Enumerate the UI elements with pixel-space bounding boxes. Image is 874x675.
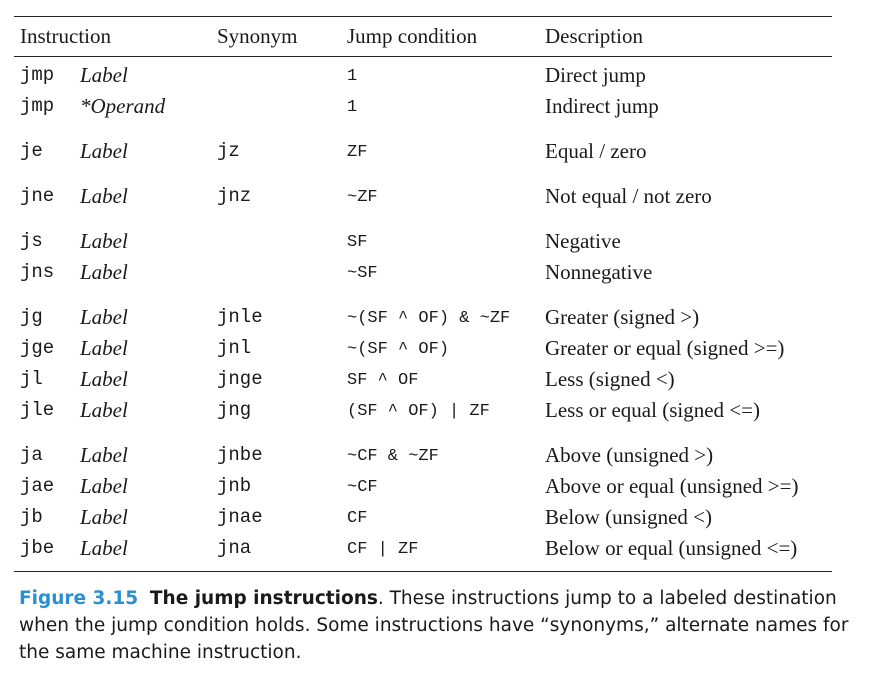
instruction-opcode: jl	[20, 368, 43, 390]
table-top-rule	[14, 16, 832, 17]
synonym-cell: jnae	[217, 506, 263, 528]
instruction-opcode: jmp	[20, 95, 55, 117]
description-cell: Greater (signed >)	[545, 305, 700, 329]
jump-condition-cell: 1	[347, 98, 358, 117]
synonym-cell: jng	[217, 399, 252, 421]
instruction-opcode: jge	[20, 337, 55, 359]
jump-condition-cell: CF | ZF	[347, 540, 419, 559]
instruction-operand: Label	[80, 474, 128, 498]
instruction-operand: Label	[80, 367, 128, 391]
figure-title: The jump instructions	[149, 588, 378, 609]
jump-condition-cell: (SF ^ OF) | ZF	[347, 402, 490, 421]
description-cell: Not equal / not zero	[545, 184, 712, 208]
instruction-operand: Label	[80, 184, 128, 208]
description-cell: Direct jump	[545, 63, 646, 87]
description-cell: Less (signed <)	[545, 367, 675, 391]
instruction-opcode: jbe	[20, 537, 55, 559]
instruction-operand: Label	[80, 536, 128, 560]
jump-condition-cell: ZF	[347, 143, 368, 162]
instruction-operand: Label	[80, 229, 128, 253]
instruction-operand: Label	[80, 260, 128, 284]
jump-condition-cell: ~(SF ^ OF)	[347, 340, 450, 359]
instruction-opcode: jne	[20, 185, 55, 207]
synonym-cell: jna	[217, 537, 252, 559]
table-bottom-rule	[14, 571, 832, 572]
instruction-opcode: jns	[20, 261, 55, 283]
instruction-operand: Label	[80, 139, 128, 163]
jump-condition-cell: SF	[347, 233, 368, 252]
instruction-operand: Label	[80, 305, 128, 329]
jump-condition-cell: ~CF	[347, 478, 378, 497]
header-instruction: Instruction	[20, 24, 111, 48]
synonym-cell: jz	[217, 140, 240, 162]
synonym-cell: jnl	[217, 337, 252, 359]
jump-condition-cell: ~CF & ~ZF	[347, 447, 439, 466]
header-description: Description	[545, 24, 643, 48]
table-header-rule	[14, 56, 832, 57]
instruction-opcode: js	[20, 230, 43, 252]
jump-condition-cell: ~(SF ^ OF) & ~ZF	[347, 309, 511, 328]
jump-condition-cell: ~ZF	[347, 188, 378, 207]
description-cell: Less or equal (signed <=)	[545, 398, 760, 422]
instruction-operand: Label	[80, 443, 128, 467]
description-cell: Above (unsigned >)	[545, 443, 714, 467]
header-jump-condition: Jump condition	[347, 24, 478, 48]
instruction-operand: Label	[80, 63, 128, 87]
description-cell: Indirect jump	[545, 94, 659, 118]
instruction-opcode: jb	[20, 506, 43, 528]
figure-caption	[19, 585, 849, 666]
description-cell: Nonnegative	[545, 260, 653, 284]
header-synonym: Synonym	[217, 24, 298, 48]
instruction-operand: *Operand	[80, 94, 166, 118]
jump-condition-cell: 1	[347, 67, 358, 86]
synonym-cell: jnge	[217, 368, 263, 390]
instruction-opcode: je	[20, 140, 43, 162]
instruction-opcode: jle	[20, 399, 55, 421]
instruction-operand: Label	[80, 505, 128, 529]
instruction-opcode: jae	[20, 475, 55, 497]
description-cell: Greater or equal (signed >=)	[545, 336, 785, 360]
instruction-operand: Label	[80, 398, 128, 422]
description-cell: Negative	[545, 229, 621, 253]
figure-number: Figure 3.15	[19, 588, 139, 609]
jump-condition-cell: SF ^ OF	[347, 371, 419, 390]
figure-caption-text: . These instructions jump to a labeled destination when the jump condition holds. Some instructions have “synonyms,” alternate names for the same machine instruction.	[19, 588, 849, 663]
synonym-cell: jnle	[217, 306, 263, 328]
instruction-opcode: jmp	[20, 64, 55, 86]
instruction-opcode: ja	[20, 444, 43, 466]
description-cell: Equal / zero	[545, 139, 647, 163]
description-cell: Below (unsigned <)	[545, 505, 712, 529]
jump-condition-cell: CF	[347, 509, 368, 528]
instruction-operand: Label	[80, 336, 128, 360]
synonym-cell: jnb	[217, 475, 252, 497]
instruction-opcode: jg	[20, 306, 43, 328]
synonym-cell: jnz	[217, 185, 252, 207]
description-cell: Below or equal (unsigned <=)	[545, 536, 798, 560]
jump-condition-cell: ~SF	[347, 264, 378, 283]
description-cell: Above or equal (unsigned >=)	[545, 474, 799, 498]
synonym-cell: jnbe	[217, 444, 263, 466]
